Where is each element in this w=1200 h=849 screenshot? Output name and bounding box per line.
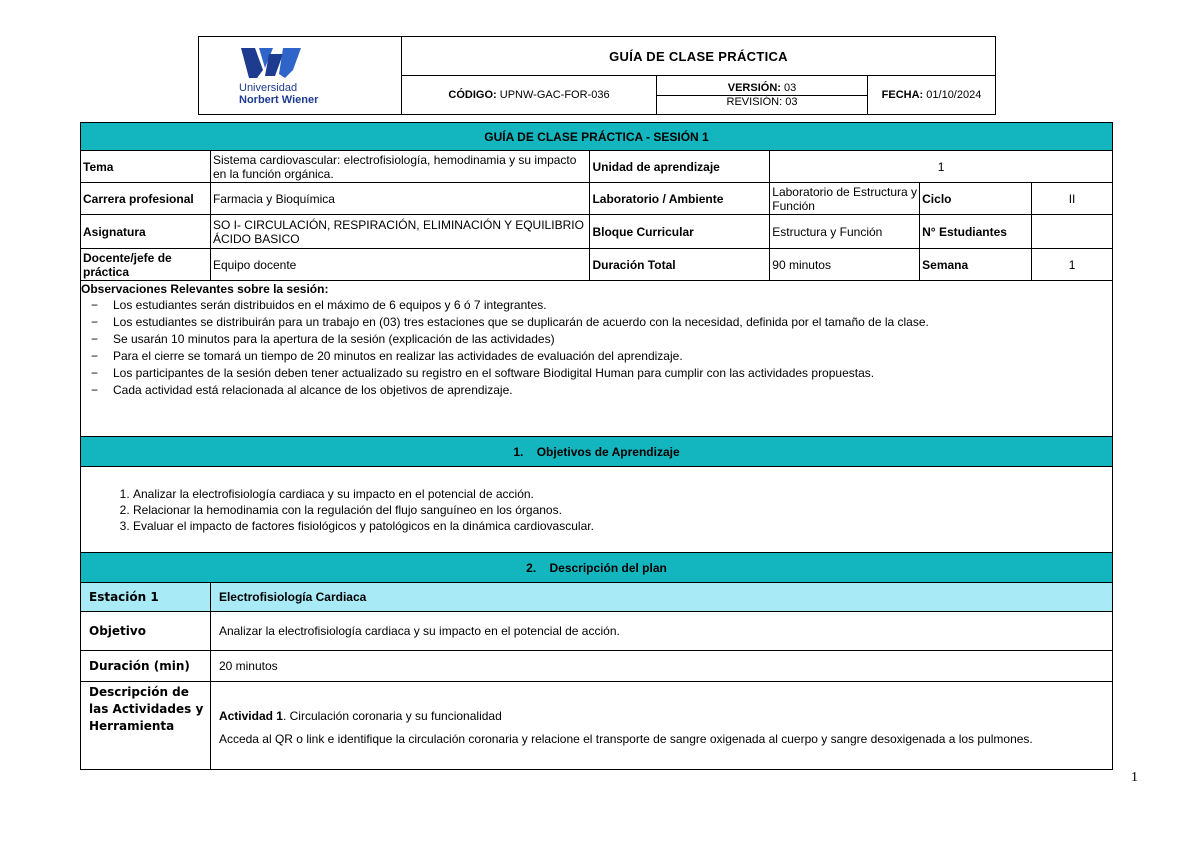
estudiantes-value — [1032, 215, 1113, 249]
observaciones-cell — [81, 281, 1113, 437]
list-item: − Los estudiantes serán distribuidos en el máximo de 6 equipos y 6 ó 7 integrantes. — [91, 298, 547, 312]
section-2-title: 2. Descripción del plan — [81, 553, 1113, 583]
objetivo-label: Objetivo — [81, 612, 211, 651]
session-table — [80, 122, 1113, 770]
logo-line-2: Norbert Wiener — [239, 93, 319, 106]
unidad-value: 1 — [770, 151, 1113, 183]
semana-label: Semana — [920, 249, 1032, 281]
carrera-label: Carrera profesional — [81, 183, 211, 215]
version-value: 03 — [784, 81, 797, 94]
page-number: 1 — [1131, 770, 1138, 785]
lab-label: Laboratorio / Ambiente — [590, 183, 770, 215]
fecha-value: 01/10/2024 — [926, 89, 982, 101]
document-header — [198, 36, 996, 115]
descripcion-label: Descripción de las Actividades y Herramienta — [81, 682, 211, 770]
logo-line-1: Universidad — [239, 81, 298, 94]
revision-value: REVISIÓN: 03 — [726, 95, 798, 108]
actividad-text: Acceda al QR o link e identifique la circulación coronaria y relacione el transporte de sangre oxigenada al cuerpo y sangre desoxigenada a los pulmones. — [218, 732, 1033, 746]
duracion-value: 90 minutos — [770, 249, 920, 281]
version-cell — [657, 76, 868, 115]
asignatura-label: Asignatura — [81, 215, 211, 249]
estudiantes-label: N° Estudiantes — [920, 215, 1032, 249]
fecha-cell — [868, 76, 996, 115]
list-item: − Los participantes de la sesión deben tener actualizado su registro en el software Biodigital Human para cumplir con las actividades propuestas. — [91, 366, 875, 380]
version-label: VERSIÓN: — [727, 81, 781, 94]
lab-value: Laboratorio de Estructura y Función — [770, 183, 920, 215]
list-item: 3. Evaluar el impacto de factores fisiológicos y patológicos en la dinámica cardiovascular. — [133, 518, 1110, 534]
duracion-label: Duración Total — [590, 249, 770, 281]
list-item: 1. Analizar la electrofisiología cardiaca y su impacto en el potencial de acción. — [133, 486, 1110, 502]
observaciones-title: Observaciones Relevantes sobre la sesión: — [81, 282, 329, 296]
descripcion-cell — [210, 682, 1112, 770]
actividad-title: . Circulación coronaria y su funcionalidad — [282, 709, 502, 723]
docente-value: Equipo docente — [210, 249, 590, 281]
session-title: GUÍA DE CLASE PRÁCTICA - SESIÓN 1 — [81, 123, 1113, 151]
bloque-label: Bloque Curricular — [590, 215, 770, 249]
actividad-label: Actividad 1 — [218, 709, 283, 723]
asignatura-value: SO I- CIRCULACIÓN, RESPIRACIÓN, ELIMINACIÓN Y EQUILIBRIO ÁCIDO BASICO — [210, 215, 590, 249]
tema-value: Sistema cardiovascular: electrofisiología, hemodinamia y su impacto en la función orgánica. — [210, 151, 590, 183]
document-title: GUÍA DE CLASE PRÁCTICA — [402, 37, 996, 76]
objetivos-cell — [81, 467, 1113, 553]
docente-label: Docente/jefe de práctica — [81, 249, 211, 281]
unidad-label: Unidad de aprendizaje — [590, 151, 770, 183]
observaciones-list — [81, 297, 1112, 399]
bloque-value: Estructura y Función — [770, 215, 920, 249]
objetivos-list — [83, 486, 1110, 534]
logo-mark-icon — [239, 46, 307, 80]
ciclo-value: II — [1032, 183, 1113, 215]
university-logo — [199, 37, 402, 115]
list-item: − Para el cierre se tomará un tiempo de 20 minutos en realizar las actividades de evaluación del aprendizaje. — [91, 349, 683, 363]
duracion-min-label: Duración (min) — [81, 651, 211, 682]
carrera-value: Farmacia y Bioquímica — [210, 183, 590, 215]
duracion-min-value: 20 minutos — [210, 651, 1112, 682]
list-item: 2. Relacionar la hemodinamia con la regulación del flujo sanguíneo en los órganos. — [133, 502, 1110, 518]
codigo-cell — [402, 76, 657, 115]
list-item: − Se usarán 10 minutos para la apertura de la sesión (explicación de las actividades) — [91, 332, 555, 346]
estacion-value: Electrofisiología Cardiaca — [210, 583, 1112, 612]
section-1-title: 1. Objetivos de Aprendizaje — [81, 437, 1113, 467]
estacion-label: Estación 1 — [81, 583, 211, 612]
ciclo-label: Ciclo — [920, 183, 1032, 215]
tema-label: Tema — [81, 151, 211, 183]
codigo-label: CÓDIGO: — [448, 89, 497, 101]
list-item: − Los estudiantes se distribuirán para un trabajo en (03) tres estaciones que se duplicarán de acuerdo con la necesidad, definida por el tamaño de la clase. — [91, 315, 929, 329]
fecha-label: FECHA: — [881, 89, 924, 101]
codigo-value: UPNW-GAC-FOR-036 — [499, 89, 610, 101]
semana-value: 1 — [1032, 249, 1113, 281]
objetivo-value: Analizar la electrofisiología cardiaca y su impacto en el potencial de acción. — [210, 612, 1112, 651]
list-item: − Cada actividad está relacionada al alcance de los objetivos de aprendizaje. — [91, 383, 513, 397]
